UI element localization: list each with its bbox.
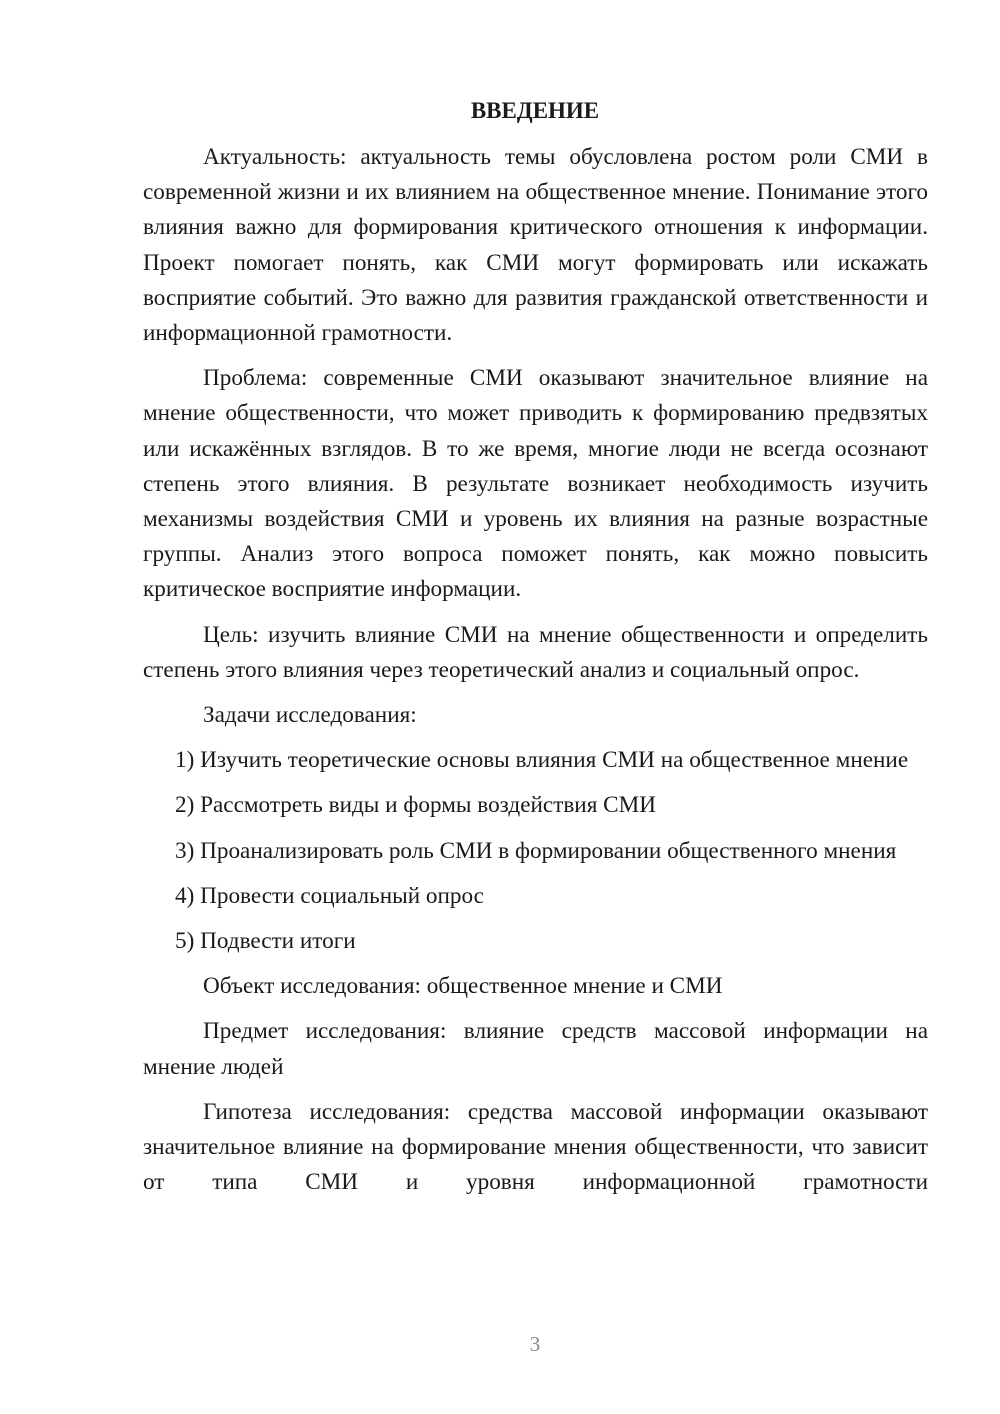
paragraph-object: Объект исследования: общественное мнение и СМИ xyxy=(203,973,723,1000)
body-text xyxy=(143,140,928,1210)
task-item-5: 5) Подвести итоги xyxy=(175,928,356,955)
task-item-2: 2) Рассмотреть виды и формы воздействия СМИ xyxy=(175,792,656,819)
section-heading: ВВЕДЕНИЕ xyxy=(470,98,600,123)
task-item-4: 4) Провести социальный опрос xyxy=(175,882,484,909)
task-item-3: 3) Проанализировать роль СМИ в формировании общественного мнения xyxy=(175,837,897,864)
page-number: 3 xyxy=(529,1332,541,1356)
paragraph-subject: Предмет исследования: влияние средств массовой информации на мнение людей xyxy=(143,1018,928,1080)
paragraph-hypothesis: Гипотеза исследования: средства массовой информации оказывают значительное влияние на формирование мнения общественности, что зависит от типа СМИ и уровня информационной грамотности xyxy=(143,1098,928,1196)
paragraph-goal: Цель: изучить влияние СМИ на мнение общественности и определить степень этого влияния через теоретический анализ и социальный опрос. xyxy=(143,621,928,683)
paragraph-relevance: Актуальность: актуальность темы обусловлена ростом роли СМИ в современной жизни и их влиянием на общественное мнение. Понимание этого влияния важно для формирования критического отношения к информации. Проект помогает понять, как СМИ могут формировать или искажать восприятие событий. Это важно для развития гражданской ответственности и информационной грамотности. xyxy=(143,144,928,347)
paragraph-problem: Проблема: современные СМИ оказывают значительное влияние на мнение общественности, что может приводить к формированию предвзятых или искажённых взглядов. В то же время, многие люди не всегда осознают степень этого влияния. В результате возникает необходимость изучить механизмы воздействия СМИ и уровень их влияния на разные возрастные группы. Анализ этого вопроса поможет понять, как можно повысить критическое восприятие информации. xyxy=(143,365,928,603)
task-item-1: 1) Изучить теоретические основы влияния СМИ на общественное мнение xyxy=(175,747,909,774)
tasks-heading: Задачи исследования: xyxy=(203,702,417,729)
